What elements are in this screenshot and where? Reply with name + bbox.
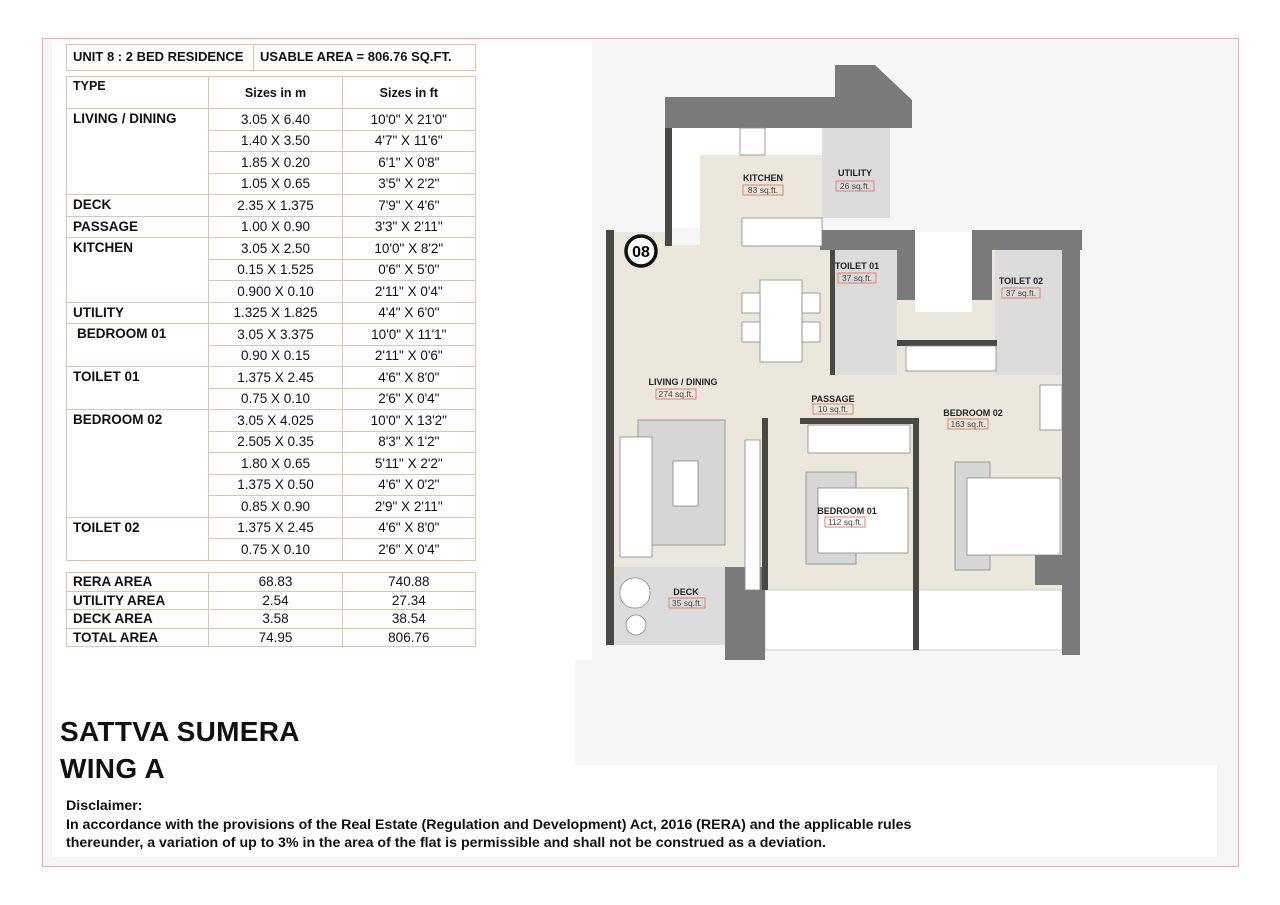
total-label: TOTAL AREA <box>67 628 209 647</box>
size-m: 1.85 X 0.20 <box>209 152 342 174</box>
size-m: 0.900 X 0.10 <box>209 281 342 303</box>
toilet02-area: 37 sq.ft. <box>1005 288 1037 298</box>
living-area: 274 sq.ft. <box>658 389 694 399</box>
unit-title: UNIT 8 : 2 BED RESIDENCE <box>67 45 254 70</box>
size-ft: 4'6" X 8'0" <box>342 367 475 389</box>
total-m: 2.54 <box>209 591 342 610</box>
unit-badge <box>626 236 656 266</box>
disclaimer-line-2: thereunder, a variation of up to 3% in the area of the flat is permissible and shall not be construed as a deviation. <box>66 835 826 851</box>
size-ft: 2'11" X 0'4" <box>342 281 475 303</box>
deck-table <box>626 615 646 635</box>
bedroom01-label: BEDROOM 01 <box>817 506 877 516</box>
toilet01-label: TOILET 01 <box>834 261 880 271</box>
size-m: 2.35 X 1.375 <box>209 195 342 217</box>
size-ft: 4'6" X 0'2" <box>342 474 475 496</box>
deck-area: 35 sq.ft. <box>671 598 703 608</box>
total-ft: 806.76 <box>342 628 475 647</box>
size-m: 3.05 X 2.50 <box>209 238 342 260</box>
size-m: 1.375 X 2.45 <box>209 367 342 389</box>
size-m: 1.00 X 0.90 <box>209 216 342 238</box>
size-ft: 3'3" X 2'11" <box>342 216 475 238</box>
total-label: DECK AREA <box>67 610 209 629</box>
column-header-m: Sizes in m <box>209 77 342 109</box>
size-ft: 10'0" X 21'0" <box>342 109 475 131</box>
total-m: 74.95 <box>209 628 342 647</box>
bedroom02-area: 163 sq.ft. <box>950 419 986 429</box>
dining-table <box>760 280 802 362</box>
total-ft: 27.34 <box>342 591 475 610</box>
bedroom01-area: 112 sq.ft. <box>827 517 863 527</box>
disclaimer-title: Disclaimer: <box>66 798 143 814</box>
size-m: 0.15 X 1.525 <box>209 259 342 281</box>
size-ft: 10'0" X 8'2" <box>342 238 475 260</box>
size-m: 1.375 X 0.50 <box>209 474 342 496</box>
size-m: 1.80 X 0.65 <box>209 453 342 475</box>
room-type: BEDROOM 01 <box>67 324 209 367</box>
kitchen-label: KITCHEN <box>743 173 783 183</box>
deck-chair <box>620 578 650 608</box>
total-ft: 740.88 <box>342 573 475 592</box>
wardrobe-02 <box>906 346 996 371</box>
size-ft: 4'4" X 6'0" <box>342 302 475 324</box>
size-ft: 10'0" X 11'1" <box>342 324 475 346</box>
room-type: UTILITY <box>67 302 209 324</box>
size-ft: 2'6" X 0'4" <box>342 539 475 561</box>
size-ft: 6'1" X 0'8" <box>342 152 475 174</box>
wing-name: WING A <box>60 753 165 784</box>
toilet01-area: 37 sq.ft. <box>841 273 873 283</box>
room-type: PASSAGE <box>67 216 209 238</box>
size-ft: 10'0" X 13'2" <box>342 410 475 432</box>
passage-label: PASSAGE <box>811 394 855 404</box>
size-m: 0.85 X 0.90 <box>209 496 342 518</box>
size-ft: 2'6" X 0'4" <box>342 388 475 410</box>
size-ft: 4'6" X 8'0" <box>342 517 475 539</box>
room-type: TOILET 02 <box>67 517 209 560</box>
size-ft: 2'9" X 2'11" <box>342 496 475 518</box>
size-m: 3.05 X 3.375 <box>209 324 342 346</box>
size-m: 3.05 X 4.025 <box>209 410 342 432</box>
toilet02-floor <box>995 250 1062 375</box>
size-ft: 4'7" X 11'6" <box>342 130 475 152</box>
room-type: BEDROOM 02 <box>67 410 209 518</box>
total-label: UTILITY AREA <box>67 591 209 610</box>
dresser <box>1040 385 1062 430</box>
kitchen-area: 83 sq.ft. <box>747 185 779 195</box>
total-m: 68.83 <box>209 573 342 592</box>
size-m: 3.05 X 6.40 <box>209 109 342 131</box>
size-m: 1.375 X 2.45 <box>209 517 342 539</box>
utility-area: 26 sq.ft. <box>839 181 871 191</box>
kitchen-counter <box>742 218 822 246</box>
room-type: LIVING / DINING <box>67 109 209 195</box>
size-m: 1.40 X 3.50 <box>209 130 342 152</box>
column-header-type: TYPE <box>67 77 209 109</box>
shaft <box>915 232 972 312</box>
coffee-table <box>673 461 698 506</box>
unit-badge-number: 08 <box>632 244 650 261</box>
toilet02-label: TOILET 02 <box>998 276 1044 286</box>
usable-area: USABLE AREA = 806.76 SQ.FT. <box>260 49 452 64</box>
size-ft: 2'11" X 0'6" <box>342 345 475 367</box>
bed02 <box>967 478 1060 555</box>
total-label: RERA AREA <box>67 573 209 592</box>
size-ft: 0'6" X 5'0" <box>342 259 475 281</box>
utility-label: UTILITY <box>838 168 872 178</box>
living-label: LIVING / DINING <box>648 377 718 387</box>
size-m: 1.05 X 0.65 <box>209 173 342 195</box>
size-ft: 5'11" X 2'2" <box>342 453 475 475</box>
wardrobe-01 <box>808 425 910 453</box>
disclaimer-line-1: In accordance with the provisions of the Real Estate (Regulation and Development) Act, 2016 (RERA) and the applicable rules <box>66 817 912 833</box>
deck-label: DECK <box>673 587 699 597</box>
size-ft: 8'3" X 1'2" <box>342 431 475 453</box>
hob-icon <box>740 128 765 155</box>
size-m: 1.325 X 1.825 <box>209 302 342 324</box>
size-ft: 3'5" X 2'2" <box>342 173 475 195</box>
room-type: DECK <box>67 195 209 217</box>
column-header-ft: Sizes in ft <box>342 77 475 109</box>
total-ft: 38.54 <box>342 610 475 629</box>
sofa <box>620 437 652 557</box>
size-m: 0.75 X 0.10 <box>209 388 342 410</box>
passage-area: 10 sq.ft. <box>817 404 849 414</box>
room-type: TOILET 01 <box>67 367 209 410</box>
total-m: 3.58 <box>209 610 342 629</box>
room-type: KITCHEN <box>67 238 209 303</box>
size-m: 0.75 X 0.10 <box>209 539 342 561</box>
tv-unit <box>745 440 760 590</box>
bedroom02-label: BEDROOM 02 <box>943 408 1003 418</box>
size-m: 0.90 X 0.15 <box>209 345 342 367</box>
size-m: 2.505 X 0.35 <box>209 431 342 453</box>
size-ft: 7'9" X 4'6" <box>342 195 475 217</box>
project-name: SATTVA SUMERA <box>60 716 300 747</box>
